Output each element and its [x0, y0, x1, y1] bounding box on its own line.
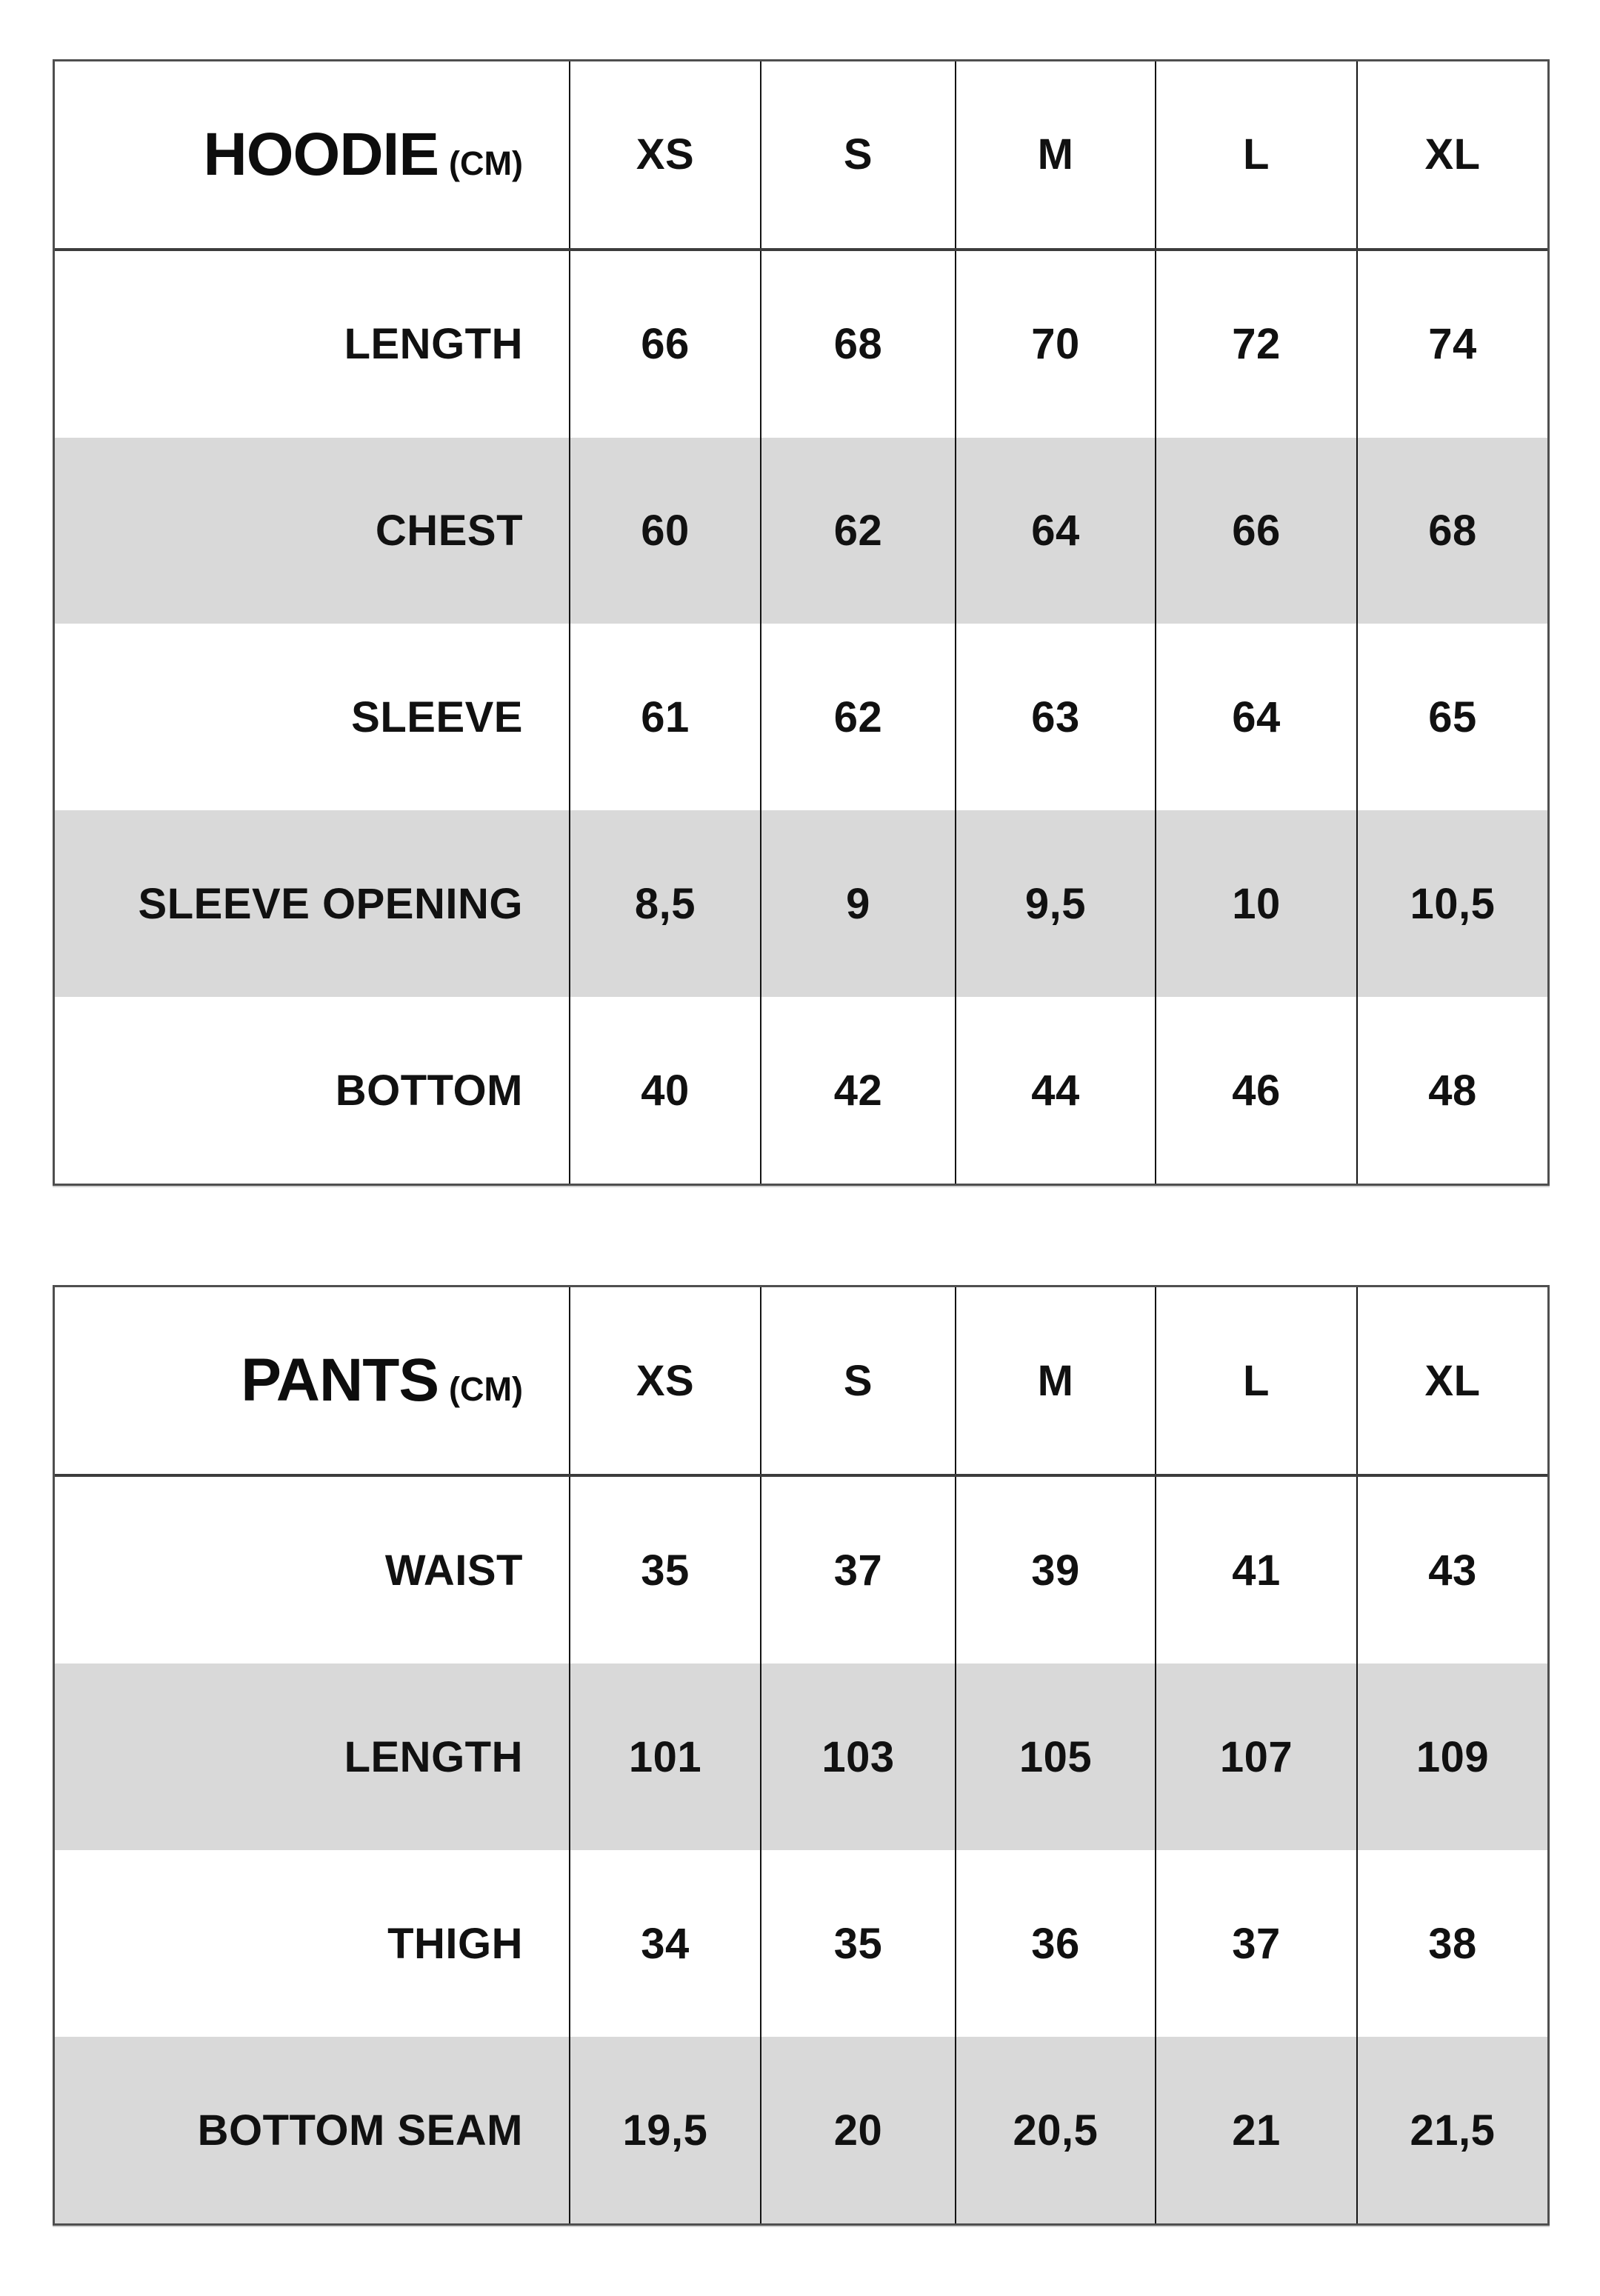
measurement-value-cell: [955, 810, 1155, 997]
measurement-value: 60: [641, 507, 690, 555]
measurement-value: 10,5: [1410, 879, 1496, 928]
measurement-value: 105: [1019, 1732, 1093, 1781]
measurement-label: THIGH: [387, 1919, 523, 1968]
measurement-value: 42: [833, 1066, 883, 1115]
size-label: S: [843, 1356, 873, 1405]
measurement-value-cell: [760, 1663, 955, 1850]
measurement-value: 68: [833, 320, 883, 369]
measurement-value: 109: [1416, 1732, 1490, 1781]
measurement-value-cell: [955, 438, 1155, 624]
measurement-label-cell: [55, 251, 569, 438]
measurement-value: 34: [641, 1919, 690, 1968]
pants-size-table: [53, 1285, 1550, 2226]
size-column-header-xs: [569, 61, 760, 248]
measurement-value-cell: [760, 2037, 955, 2223]
measurement-value-cell: [1356, 2037, 1547, 2223]
measurement-value: 66: [1232, 507, 1281, 555]
measurement-value-cell: [1155, 1850, 1356, 2037]
measurement-value-cell: [1356, 1850, 1547, 2037]
measurement-value-cell: [569, 1850, 760, 2037]
size-column-header-m: [955, 61, 1155, 248]
measurement-value-cell: [955, 624, 1155, 810]
measurement-value-cell: [760, 438, 955, 624]
measurement-value: 35: [833, 1919, 883, 1968]
size-label: XS: [636, 130, 695, 179]
pants-row-length: [55, 1663, 1547, 1850]
pants-header-row: [55, 1287, 1547, 1477]
hoodie-row-sleeve-opening: [55, 810, 1547, 997]
pants-table-title: PANTS: [241, 1346, 439, 1414]
measurement-value-cell: [955, 1477, 1155, 1663]
size-column-header-s: [760, 1287, 955, 1474]
measurement-label: LENGTH: [344, 320, 523, 369]
hoodie-title-cell: [55, 61, 569, 248]
size-column-header-m: [955, 1287, 1155, 1474]
hoodie-row-sleeve: [55, 624, 1547, 810]
measurement-value: 37: [1232, 1919, 1281, 1968]
pants-title-cell: [55, 1287, 569, 1474]
measurement-value: 101: [628, 1732, 702, 1781]
measurement-value-cell: [569, 810, 760, 997]
measurement-value: 39: [1031, 1546, 1080, 1595]
measurement-label: LENGTH: [344, 1732, 523, 1781]
size-column-header-s: [760, 61, 955, 248]
measurement-value-cell: [569, 251, 760, 438]
measurement-value: 43: [1428, 1546, 1477, 1595]
measurement-value: 64: [1232, 693, 1281, 741]
measurement-value: 46: [1232, 1066, 1281, 1115]
measurement-label: BOTTOM SEAM: [197, 2106, 523, 2155]
measurement-label-cell: [55, 1477, 569, 1663]
measurement-value-cell: [1356, 997, 1547, 1184]
measurement-value-cell: [1155, 1477, 1356, 1663]
measurement-label: SLEEVE OPENING: [138, 879, 523, 928]
measurement-value: 37: [833, 1546, 883, 1595]
measurement-label-cell: [55, 438, 569, 624]
measurement-value-cell: [1155, 1663, 1356, 1850]
measurement-value-cell: [569, 438, 760, 624]
measurement-value: 63: [1031, 693, 1080, 741]
hoodie-table-title: HOODIE: [203, 120, 439, 188]
measurement-value: 20: [833, 2106, 883, 2155]
size-column-header-l: [1155, 1287, 1356, 1474]
measurement-value-cell: [1155, 624, 1356, 810]
measurement-value-cell: [1356, 251, 1547, 438]
measurement-value-cell: [569, 624, 760, 810]
measurement-value-cell: [1356, 1477, 1547, 1663]
measurement-label: SLEEVE: [351, 693, 523, 741]
size-label: L: [1243, 1356, 1270, 1405]
measurement-value-cell: [1155, 438, 1356, 624]
measurement-value: 103: [821, 1732, 895, 1781]
measurement-value-cell: [955, 251, 1155, 438]
size-label: M: [1037, 130, 1074, 179]
measurement-value: 62: [833, 507, 883, 555]
measurement-value-cell: [760, 997, 955, 1184]
size-label: XL: [1424, 130, 1481, 179]
pants-title-wrap: [241, 1346, 523, 1415]
measurement-value: 61: [641, 693, 690, 741]
measurement-label: CHEST: [375, 507, 523, 555]
size-label: M: [1037, 1356, 1074, 1405]
measurement-value-cell: [569, 2037, 760, 2223]
hoodie-row-chest: [55, 438, 1547, 624]
measurement-value-cell: [760, 1477, 955, 1663]
measurement-value: 66: [641, 320, 690, 369]
measurement-value: 74: [1428, 320, 1477, 369]
measurement-value-cell: [1356, 438, 1547, 624]
measurement-value: 44: [1031, 1066, 1080, 1115]
measurement-value-cell: [1356, 810, 1547, 997]
measurement-value: 107: [1219, 1732, 1293, 1781]
unit-cm-label: (CM): [449, 144, 523, 182]
measurement-value-cell: [955, 2037, 1155, 2223]
measurement-value: 8,5: [634, 879, 696, 928]
measurement-value: 70: [1031, 320, 1080, 369]
measurement-value-cell: [955, 1663, 1155, 1850]
size-column-header-xs: [569, 1287, 760, 1474]
hoodie-row-bottom: [55, 997, 1547, 1184]
hoodie-row-length: [55, 251, 1547, 438]
measurement-label-cell: [55, 1850, 569, 2037]
pants-row-thigh: [55, 1850, 1547, 2037]
measurement-value-cell: [760, 1850, 955, 2037]
measurement-value: 68: [1428, 507, 1477, 555]
measurement-value-cell: [569, 1477, 760, 1663]
size-label: XS: [636, 1356, 695, 1405]
measurement-value: 20,5: [1013, 2106, 1099, 2155]
measurement-value: 48: [1428, 1066, 1477, 1115]
measurement-value-cell: [1356, 1663, 1547, 1850]
measurement-label-cell: [55, 1663, 569, 1850]
measurement-value-cell: [1155, 810, 1356, 997]
measurement-value: 41: [1232, 1546, 1281, 1595]
measurement-value: 40: [641, 1066, 690, 1115]
measurement-value: 38: [1428, 1919, 1477, 1968]
measurement-value-cell: [569, 997, 760, 1184]
pants-row-bottom-seam: [55, 2037, 1547, 2223]
measurement-value-cell: [955, 997, 1155, 1184]
measurement-label-cell: [55, 2037, 569, 2223]
measurement-value: 21,5: [1410, 2106, 1496, 2155]
hoodie-header-row: [55, 61, 1547, 251]
measurement-value: 62: [833, 693, 883, 741]
pants-row-waist: [55, 1477, 1547, 1663]
size-label: XL: [1424, 1356, 1481, 1405]
measurement-value: 36: [1031, 1919, 1080, 1968]
measurement-value-cell: [569, 1663, 760, 1850]
measurement-value-cell: [760, 624, 955, 810]
measurement-label: WAIST: [384, 1546, 523, 1595]
measurement-label-cell: [55, 997, 569, 1184]
unit-cm-label: (CM): [449, 1370, 523, 1408]
measurement-value: 10: [1232, 879, 1281, 928]
measurement-value: 72: [1232, 320, 1281, 369]
measurement-value-cell: [955, 1850, 1155, 2037]
measurement-value-cell: [1356, 624, 1547, 810]
hoodie-size-table: [53, 59, 1550, 1186]
measurement-value: 64: [1031, 507, 1080, 555]
size-column-header-xl: [1356, 61, 1547, 248]
measurement-value: 35: [641, 1546, 690, 1595]
measurement-value: 21: [1232, 2106, 1281, 2155]
measurement-label: BOTTOM: [335, 1066, 523, 1115]
measurement-value-cell: [1155, 997, 1356, 1184]
measurement-value: 9,5: [1024, 879, 1087, 928]
measurement-label-cell: [55, 624, 569, 810]
hoodie-title-wrap: [204, 120, 523, 190]
measurement-value: 65: [1428, 693, 1477, 741]
size-column-header-xl: [1356, 1287, 1547, 1474]
size-label: S: [843, 130, 873, 179]
measurement-value-cell: [1155, 251, 1356, 438]
size-column-header-l: [1155, 61, 1356, 248]
measurement-value-cell: [760, 251, 955, 438]
measurement-value: 19,5: [622, 2106, 708, 2155]
measurement-value-cell: [760, 810, 955, 997]
measurement-value: 9: [846, 879, 870, 928]
size-label: L: [1243, 130, 1270, 179]
measurement-label-cell: [55, 810, 569, 997]
measurement-value-cell: [1155, 2037, 1356, 2223]
